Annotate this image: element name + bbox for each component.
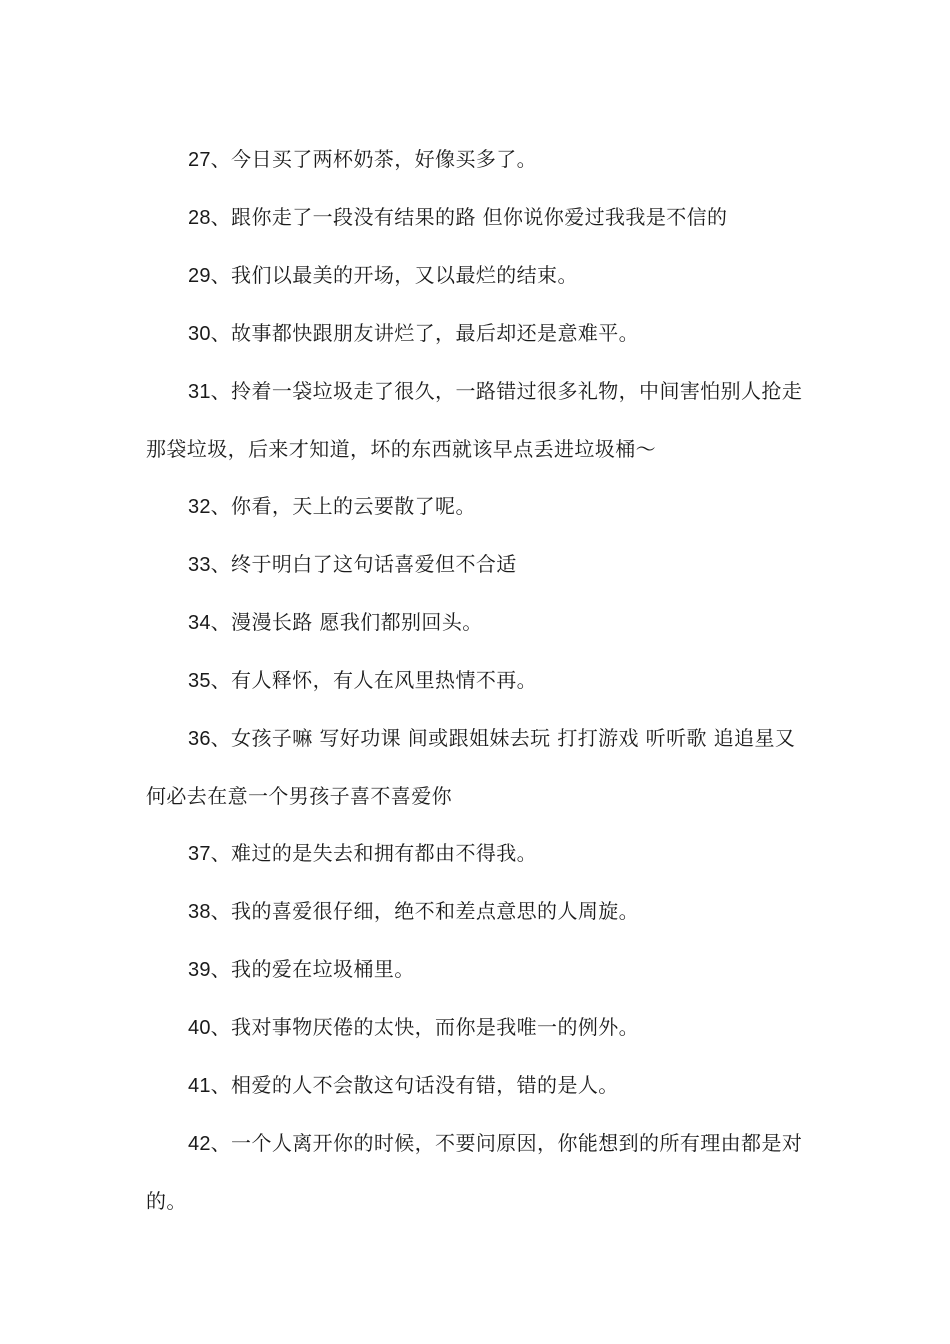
item-number: 37 <box>188 843 211 865</box>
list-item <box>146 131 808 189</box>
list-item <box>146 363 808 478</box>
item-number: 33 <box>188 554 211 576</box>
document-body <box>146 131 808 1230</box>
item-number: 29 <box>188 265 211 287</box>
list-item <box>146 941 808 999</box>
item-number: 28 <box>188 207 211 229</box>
item-text: 、漫漫长路 愿我们都别回头。 <box>210 610 483 634</box>
item-number: 40 <box>188 1017 211 1039</box>
list-item <box>146 825 808 883</box>
item-text: 、我的喜爱很仔细，绝不和差点意思的人周旋。 <box>210 899 640 923</box>
list-item <box>146 594 808 652</box>
list-item <box>146 536 808 594</box>
item-number: 31 <box>188 381 211 403</box>
list-item <box>146 883 808 941</box>
item-number: 42 <box>188 1133 211 1155</box>
item-text: 、难过的是失去和拥有都由不得我。 <box>210 841 538 865</box>
list-item <box>146 652 808 710</box>
item-number: 38 <box>188 901 211 923</box>
list-item <box>146 478 808 536</box>
list-item <box>146 710 808 825</box>
item-text: 、一个人离开你的时候，不要问原因，你能想到的所有理由都是对的。 <box>146 1131 803 1213</box>
item-text: 、故事都快跟朋友讲烂了，最后却还是意难平。 <box>210 321 640 345</box>
item-number: 34 <box>188 612 211 634</box>
list-item <box>146 1057 808 1115</box>
item-number: 27 <box>188 149 211 171</box>
item-text: 、跟你走了一段没有结果的路 但你说你爱过我我是不信的 <box>210 205 728 229</box>
item-number: 32 <box>188 496 211 518</box>
item-text: 、我对事物厌倦的太快，而你是我唯一的例外。 <box>210 1015 640 1039</box>
list-item <box>146 189 808 247</box>
item-text: 、拎着一袋垃圾走了很久，一路错过很多礼物，中间害怕别人抢走那袋垃圾，后来才知道，坏的东西就该早点丢进垃圾桶～ <box>146 379 803 461</box>
item-number: 39 <box>188 959 211 981</box>
item-text: 、相爱的人不会散这句话没有错，错的是人。 <box>210 1073 619 1097</box>
item-text: 、我们以最美的开场，又以最烂的结束。 <box>210 263 578 287</box>
item-text: 、你看，天上的云要散了呢。 <box>210 494 476 518</box>
list-item <box>146 1115 808 1230</box>
item-text: 、女孩子嘛 写好功课 间或跟姐妹去玩 打打游戏 听听歌 追追星又何必去在意一个男孩子喜不喜爱你 <box>146 726 796 808</box>
item-text: 、我的爱在垃圾桶里。 <box>210 957 415 981</box>
item-number: 35 <box>188 670 211 692</box>
item-text: 、有人释怀，有人在风里热情不再。 <box>210 668 538 692</box>
list-item <box>146 247 808 305</box>
item-text: 、终于明白了这句话喜爱但不合适 <box>210 552 517 576</box>
item-number: 41 <box>188 1075 211 1097</box>
list-item <box>146 999 808 1057</box>
item-text: 、今日买了两杯奶茶，好像买多了。 <box>210 147 538 171</box>
list-item <box>146 305 808 363</box>
item-number: 36 <box>188 728 211 750</box>
item-number: 30 <box>188 323 211 345</box>
